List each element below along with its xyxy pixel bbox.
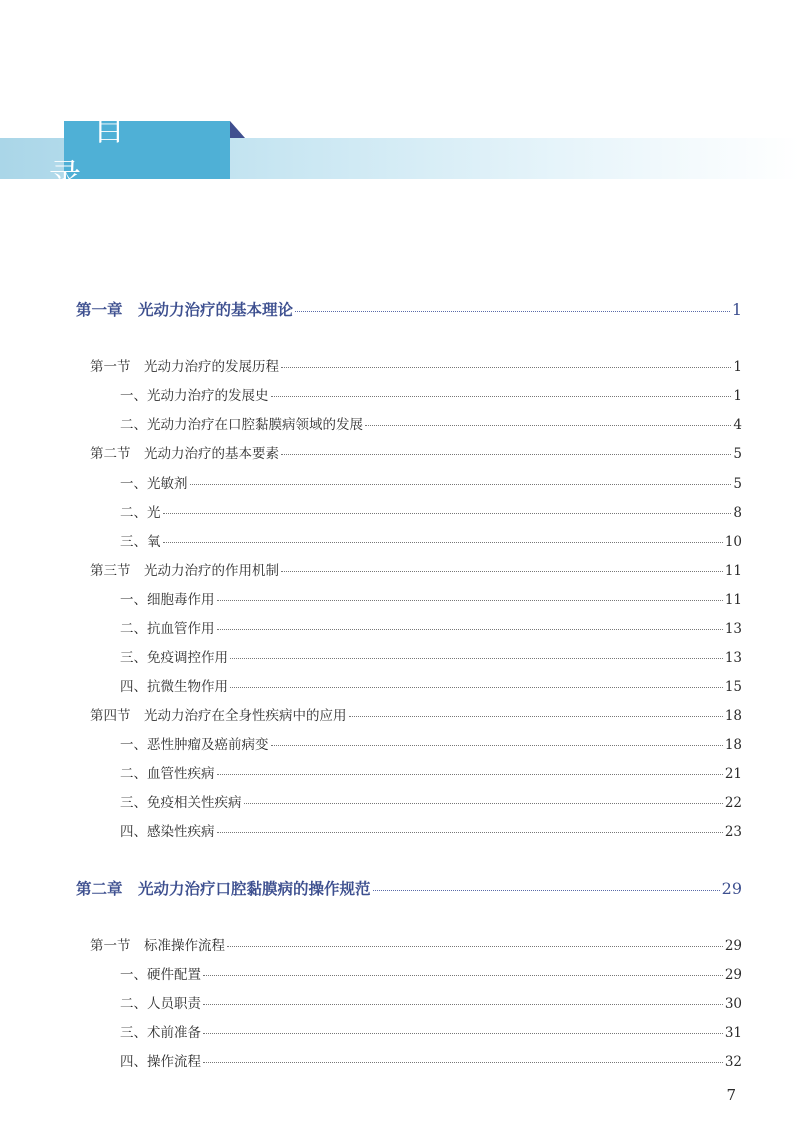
toc-entry-page: 29: [724, 938, 742, 954]
toc-dot-leader: [163, 542, 723, 543]
toc-item-row: [120, 617, 742, 637]
toc-entry-label: 第二节 光动力治疗的基本要素: [90, 446, 279, 462]
toc-entry-label: 第一节 光动力治疗的发展历程: [90, 359, 279, 375]
toc-entry-page: 21: [724, 766, 742, 782]
toc-dot-leader: [271, 396, 732, 397]
toc-dot-leader: [349, 716, 723, 717]
toc-entry-label: 四、感染性疾病: [120, 824, 215, 840]
toc-entry-page: 31: [724, 1025, 742, 1041]
toc-entry-label: 二、血管性疾病: [120, 766, 215, 782]
toc-dot-leader: [203, 1004, 723, 1005]
toc-entry-label: 第一章 光动力治疗的基本理论: [76, 301, 294, 319]
toc-entry-page: 1: [731, 300, 742, 319]
toc-entry-label: 第三节 光动力治疗的作用机制: [90, 563, 279, 579]
toc-entry-page: 1: [733, 388, 742, 404]
toc-entry-page: 13: [724, 650, 742, 666]
toc-entry-label: 三、氧: [120, 534, 161, 550]
toc-entry-page: 4: [733, 417, 742, 433]
toc-entry-page: 15: [724, 679, 742, 695]
toc-item-row: [120, 501, 742, 521]
toc-dot-leader: [217, 600, 723, 601]
toc-entry-label: 二、人员职责: [120, 996, 201, 1012]
toc-dot-leader: [203, 975, 723, 976]
toc-dot-leader: [203, 1062, 723, 1063]
toc-entry-page: 22: [724, 795, 742, 811]
toc-entry-label: 一、光敏剂: [120, 476, 188, 492]
toc-item-row: [120, 1050, 742, 1070]
toc-dot-leader: [365, 425, 731, 426]
toc-item-row: [120, 820, 742, 840]
toc-dot-leader: [217, 629, 723, 630]
toc-section-row: [90, 442, 742, 462]
toc-item-row: [120, 646, 742, 666]
toc-dot-leader: [230, 658, 723, 659]
toc-entry-label: 二、光动力治疗在口腔黏膜病领域的发展: [120, 417, 363, 433]
toc-entry-page: 18: [724, 708, 742, 724]
toc-item-row: [120, 733, 742, 753]
toc-item-row: [120, 530, 742, 550]
page-number: 7: [726, 1086, 736, 1104]
toc-entry-page: 11: [724, 563, 742, 579]
toc-entry-page: 32: [724, 1054, 742, 1070]
toc-dot-leader: [281, 454, 731, 455]
toc-dot-leader: [281, 367, 731, 368]
toc-dot-leader: [281, 571, 723, 572]
toc-dot-leader: [227, 946, 723, 947]
toc-dot-leader: [163, 513, 732, 514]
toc-entry-page: 29: [724, 967, 742, 983]
toc-entry-label: 二、抗血管作用: [120, 621, 215, 637]
toc-entry-page: 10: [724, 534, 742, 550]
toc-item-row: [120, 762, 742, 782]
toc-entry-label: 四、操作流程: [120, 1054, 201, 1070]
toc-entry-label: 一、硬件配置: [120, 967, 201, 983]
toc-dot-leader: [190, 484, 732, 485]
toc-entry-label: 三、免疫调控作用: [120, 650, 228, 666]
toc-entry-label: 一、光动力治疗的发展史: [120, 388, 269, 404]
toc-entry-label: 二、光: [120, 505, 161, 521]
toc-dot-leader: [203, 1033, 723, 1034]
toc-entry-label: 三、术前准备: [120, 1025, 201, 1041]
toc-section-row: [90, 934, 742, 954]
toc-entry-page: 5: [733, 446, 742, 462]
toc-entry-label: 一、恶性肿瘤及癌前病变: [120, 737, 269, 753]
toc-entry-page: 8: [733, 505, 742, 521]
toc-section-row: [90, 704, 742, 724]
toc-dot-leader: [230, 687, 723, 688]
toc-item-row: [120, 384, 742, 404]
toc-entry-label: 第二章 光动力治疗口腔黏膜病的操作规范: [76, 880, 371, 898]
toc-item-row: [120, 963, 742, 983]
toc-dot-leader: [217, 774, 723, 775]
toc-entry-page: 30: [724, 996, 742, 1012]
toc-dot-leader: [295, 311, 730, 312]
toc-item-row: [120, 588, 742, 608]
toc-chapter-row: [76, 298, 742, 320]
toc-entry-label: 四、抗微生物作用: [120, 679, 228, 695]
page-title: 目 录: [49, 110, 246, 194]
toc-chapter-row: [76, 877, 742, 899]
toc-section-row: [90, 355, 742, 375]
toc-entry-label: 第四节 光动力治疗在全身性疾病中的应用: [90, 708, 347, 724]
toc-entry-page: 11: [724, 592, 742, 608]
toc-item-row: [120, 1021, 742, 1041]
toc-entry-page: 23: [724, 824, 742, 840]
toc-entry-page: 5: [733, 476, 742, 492]
toc-entry-page: 29: [721, 879, 742, 898]
toc-dot-leader: [217, 832, 723, 833]
toc-item-row: [120, 675, 742, 695]
toc-dot-leader: [271, 745, 723, 746]
toc-item-row: [120, 472, 742, 492]
toc-item-row: [120, 791, 742, 811]
toc-entry-label: 第一节 标准操作流程: [90, 938, 225, 954]
toc-dot-leader: [244, 803, 723, 804]
toc-entry-page: 1: [733, 359, 742, 375]
toc-entry-label: 三、免疫相关性疾病: [120, 795, 242, 811]
toc-item-row: [120, 413, 742, 433]
toc-section-row: [90, 559, 742, 579]
toc-entry-page: 13: [724, 621, 742, 637]
toc-entry-page: 18: [724, 737, 742, 753]
toc-dot-leader: [373, 890, 720, 891]
toc-entry-label: 一、细胞毒作用: [120, 592, 215, 608]
toc-item-row: [120, 992, 742, 1012]
